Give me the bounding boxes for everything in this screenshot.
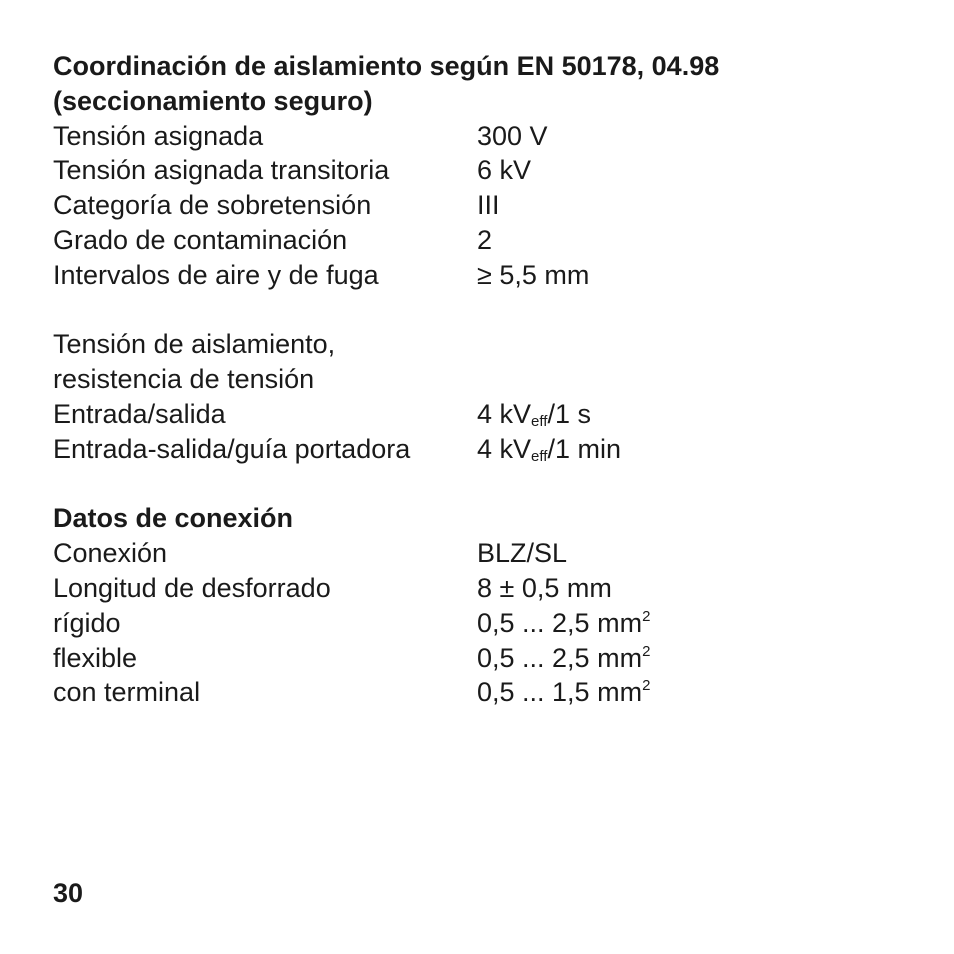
spacer — [53, 467, 913, 502]
spec-row — [53, 432, 913, 467]
value-main: 0,5 ... 1,5 mm — [477, 677, 643, 708]
spec-label: Intervalos de aire y de fuga — [53, 259, 379, 290]
section1-title-line2: (seccionamiento seguro) — [53, 85, 373, 116]
spec-row — [53, 606, 913, 641]
value-main: 0,5 ... 2,5 mm — [477, 642, 643, 673]
page-number: 30 — [53, 878, 84, 908]
spec-label: Categoría de sobretensión — [53, 190, 372, 221]
spec-value — [477, 606, 650, 641]
spec-page — [53, 49, 913, 710]
value-subscript: eff — [531, 412, 548, 430]
spec-row — [53, 675, 913, 710]
value-rest: /1 min — [547, 433, 621, 464]
value-superscript: 2 — [642, 677, 651, 695]
spec-value — [477, 397, 591, 432]
spec-value: 6 kV — [477, 155, 532, 186]
spec-row — [53, 397, 913, 432]
spec-label: rígido — [53, 607, 121, 638]
spec-row — [53, 641, 913, 676]
spec-label: Entrada-salida/guía portadora — [53, 433, 411, 464]
spec-label: Entrada/salida — [53, 398, 226, 429]
spec-value: ≥ 5,5 mm — [477, 259, 590, 290]
spec-value: III — [477, 190, 500, 221]
spec-row — [53, 536, 913, 571]
spec-value: 300 V — [477, 120, 548, 151]
spec-label: Conexión — [53, 538, 168, 569]
spec-value — [477, 432, 621, 467]
section3-title: Datos de conexión — [53, 503, 294, 534]
spec-value: 2 — [477, 224, 493, 255]
value-main: 0,5 ... 2,5 mm — [477, 607, 643, 638]
value-superscript: 2 — [642, 642, 651, 660]
spec-label: flexible — [53, 642, 138, 673]
spec-row — [53, 188, 913, 223]
section2-heading-line1: Tensión de aislamiento, — [53, 329, 336, 360]
spec-label: Longitud de desforrado — [53, 572, 331, 603]
spec-row — [53, 258, 913, 293]
value-rest: /1 s — [547, 398, 591, 429]
section2-heading-line2: resistencia de tensión — [53, 364, 315, 395]
value-subscript: eff — [531, 447, 548, 465]
spec-value — [477, 675, 650, 710]
section1-title-line1: Coordinación de aislamiento según EN 50178, 04.98 — [53, 51, 720, 81]
spec-value: 8 ± 0,5 mm — [477, 572, 612, 603]
spec-row — [53, 153, 913, 188]
spec-value: BLZ/SL — [477, 538, 568, 569]
spec-label: con terminal — [53, 677, 201, 708]
spec-row — [53, 119, 913, 154]
spec-label: Tensión asignada — [53, 120, 264, 151]
spec-row — [53, 223, 913, 258]
value-main: 4 kV — [477, 398, 532, 429]
spec-value — [477, 641, 650, 676]
spec-row — [53, 571, 913, 606]
spec-label: Grado de contaminación — [53, 224, 348, 255]
value-main: 4 kV — [477, 433, 532, 464]
spacer — [53, 293, 913, 328]
spec-label: Tensión asignada transitoria — [53, 155, 390, 186]
value-superscript: 2 — [642, 607, 651, 625]
